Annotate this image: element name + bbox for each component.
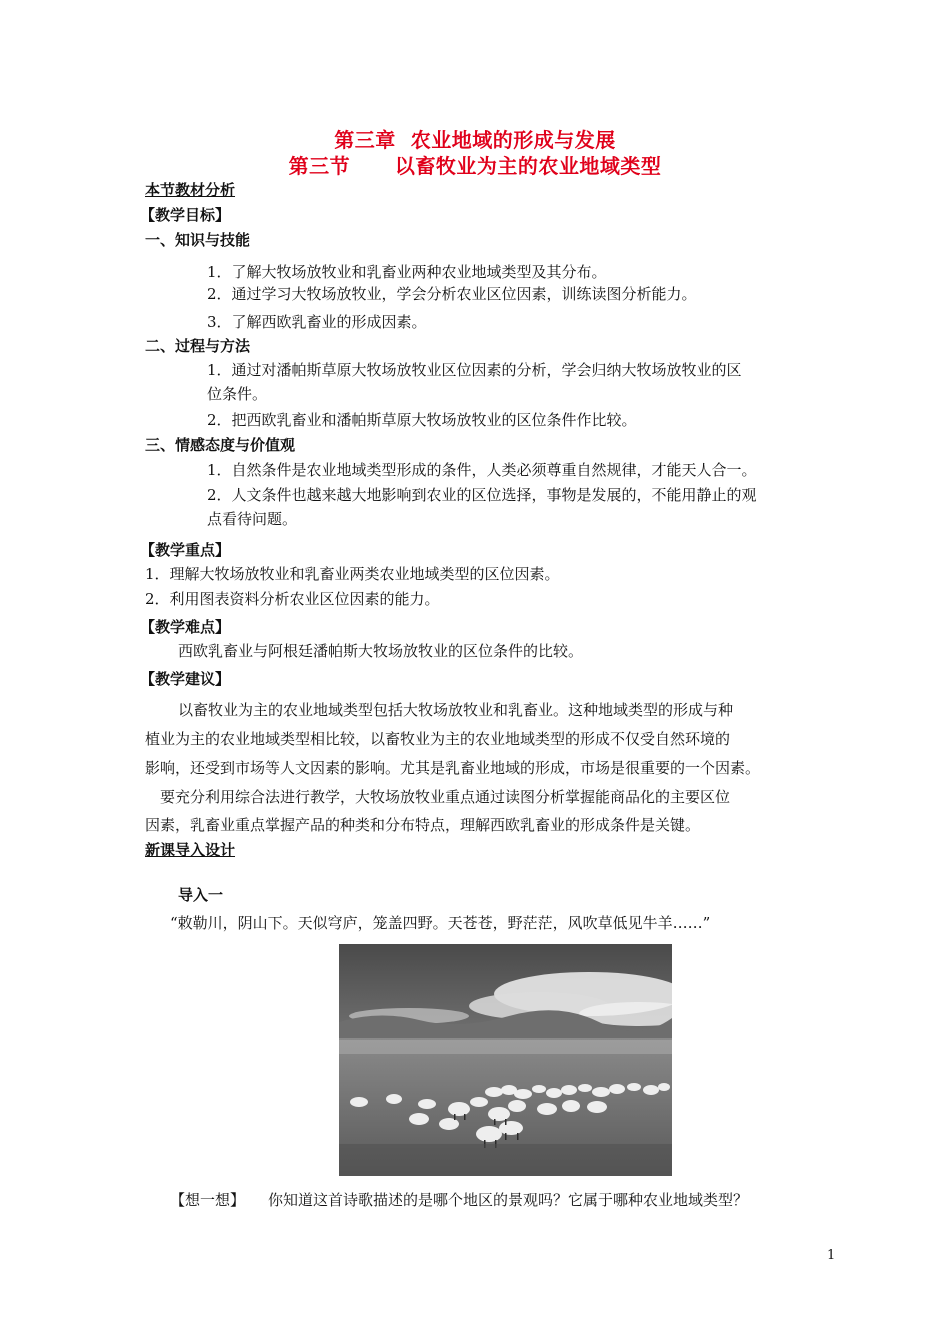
think-label: 【想一想】 xyxy=(170,1191,246,1209)
chapter-title: 第三章 农业地域的形成与发展 xyxy=(334,128,616,152)
intro-heading: 新课导入设计 xyxy=(145,841,236,859)
key-points-heading: 【教学重点】 xyxy=(140,541,231,559)
knowledge-item: 1．了解大牧场放牧业和乳畜业两种农业地域类型及其分布。 xyxy=(207,263,607,281)
knowledge-item: 2．通过学习大牧场放牧业，学会分析农业区位因素，训练读图分析能力。 xyxy=(207,285,697,303)
process-item: 1．通过对潘帕斯草原大牧场放牧业区位因素的分析，学会归纳大牧场放牧业的区 xyxy=(207,361,742,379)
grassland-sheep-photo xyxy=(339,944,672,1176)
emotion-item: 2．人文条件也越来越大地影响到农业的区位选择，事物是发展的，不能用静止的观 xyxy=(207,486,757,504)
section-title: 第三节 以畜牧业为主的农业地域类型 xyxy=(288,154,662,178)
emotion-item: 1．自然条件是农业地域类型形成的条件，人类必须尊重自然规律，才能天人合一。 xyxy=(207,461,757,479)
emotion-heading: 三、情感态度与价值观 xyxy=(145,436,296,454)
suggestion-line: 以畜牧业为主的农业地域类型包括大牧场放牧业和乳畜业。这种地域类型的形成与种 xyxy=(178,701,734,719)
knowledge-item: 3．了解西欧乳畜业的形成因素。 xyxy=(207,313,427,331)
think-text: 你知道这首诗歌描述的是哪个地区的景观吗？它属于哪种农业地域类型？ xyxy=(268,1191,749,1209)
suggestion-line: 植业为主的农业地域类型相比较，以畜牧业为主的农业地域类型的形成不仅受自然环境的 xyxy=(145,730,731,748)
difficulty-heading: 【教学难点】 xyxy=(140,618,231,636)
process-heading: 二、过程与方法 xyxy=(145,337,251,355)
intro-sub-heading: 导入一 xyxy=(178,886,224,904)
key-point-item: 1．理解大牧场放牧业和乳畜业两类农业地域类型的区位因素。 xyxy=(145,565,560,583)
difficulty-text: 西欧乳畜业与阿根廷潘帕斯大牧场放牧业的区位条件的比较。 xyxy=(178,642,584,660)
suggestion-heading: 【教学建议】 xyxy=(140,670,231,688)
process-item: 2．把西欧乳畜业和潘帕斯草原大牧场放牧业的区位条件作比较。 xyxy=(207,411,637,429)
poem-text: “敕勒川，阴山下。天似穹庐，笼盖四野。天苍苍，野茫茫，风吹草低见牛羊……” xyxy=(170,914,711,932)
suggestion-line: 要充分利用综合法进行教学，大牧场放牧业重点通过读图分析掌握能商品化的主要区位 xyxy=(160,788,731,806)
process-item: 位条件。 xyxy=(207,385,268,403)
knowledge-heading: 一、知识与技能 xyxy=(145,231,251,249)
suggestion-line: 因素，乳畜业重点掌握产品的种类和分布特点，理解西欧乳畜业的形成条件是关键。 xyxy=(145,816,701,834)
analysis-heading: 本节教材分析 xyxy=(145,181,236,199)
page-number: 1 xyxy=(827,1248,836,1263)
objectives-heading: 【教学目标】 xyxy=(140,206,231,224)
emotion-item: 点看待问题。 xyxy=(207,510,298,528)
suggestion-line: 影响，还受到市场等人文因素的影响。尤其是乳畜业地域的形成，市场是很重要的一个因素。 xyxy=(145,759,761,777)
key-point-item: 2．利用图表资料分析农业区位因素的能力。 xyxy=(145,590,440,608)
